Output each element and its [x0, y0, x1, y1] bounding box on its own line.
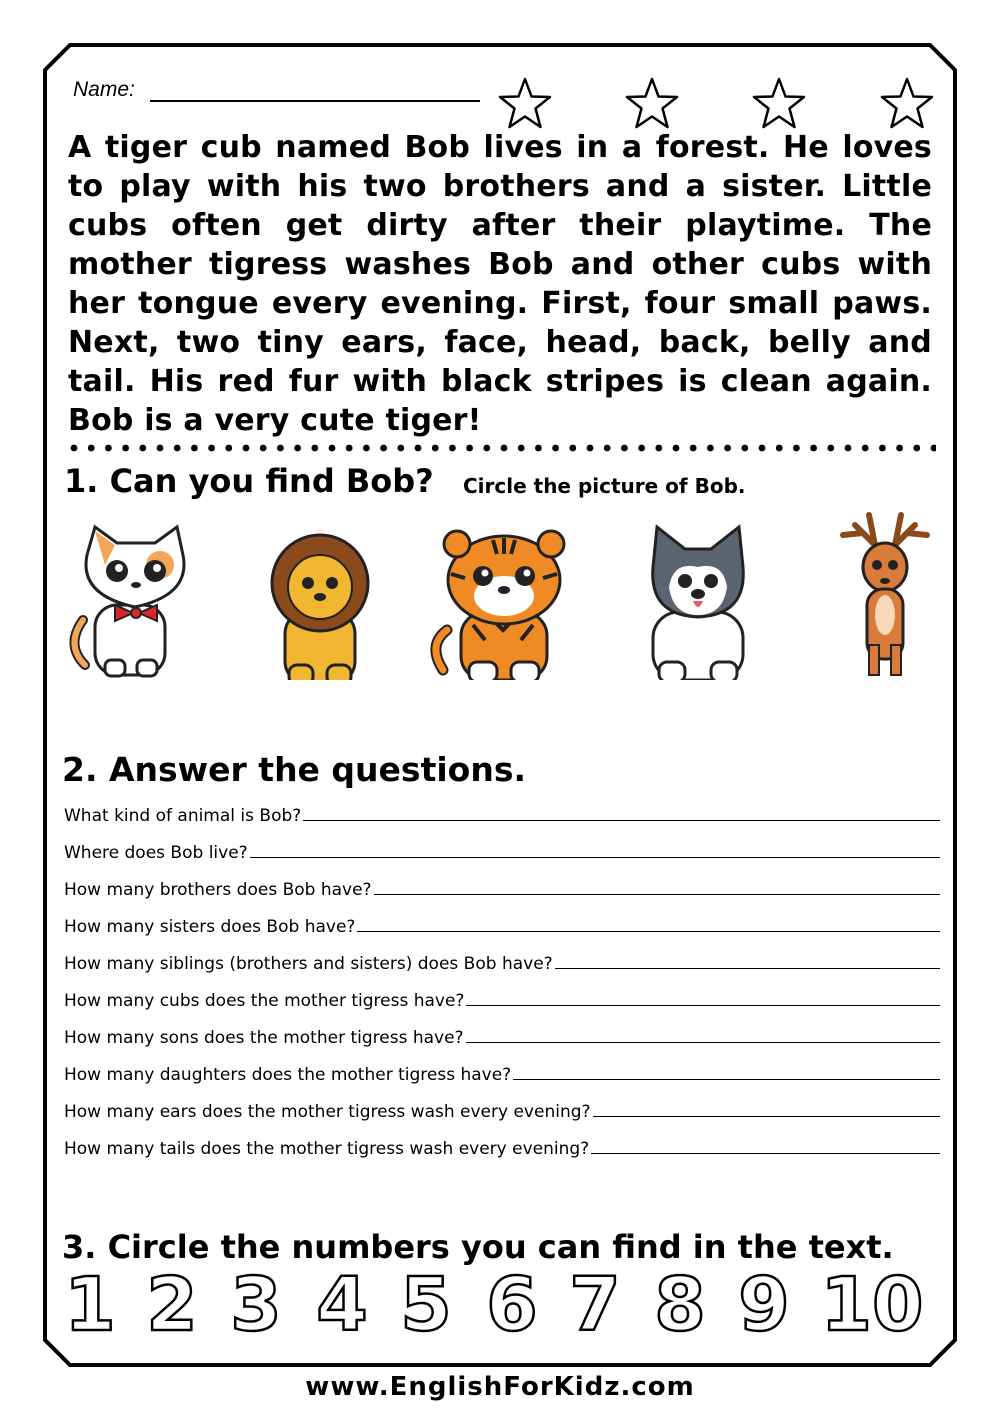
question-row: [64, 790, 940, 827]
footer-url[interactable]: www.EnglishForKidz.com: [305, 1372, 695, 1402]
number-8[interactable]: 8: [654, 1262, 706, 1342]
divider-dot: [397, 445, 404, 452]
divider-dot: [827, 445, 834, 452]
star-icon: [497, 76, 553, 132]
divider-dot: [105, 445, 112, 452]
divider-dot: [741, 445, 748, 452]
divider-dot: [552, 445, 559, 452]
star-icon: [751, 76, 807, 132]
divider-dot: [638, 445, 645, 452]
question-text: How many siblings (brothers and sisters) does Bob have?: [64, 954, 553, 974]
divider-dot: [845, 445, 852, 452]
divider-dot: [776, 445, 783, 452]
number-3[interactable]: 3: [230, 1262, 282, 1342]
dotted-divider: [70, 444, 936, 452]
divider-dot: [466, 445, 473, 452]
divider-dot: [88, 445, 95, 452]
question-row: [64, 975, 940, 1012]
answer-line[interactable]: [374, 894, 940, 895]
question-text: How many daughters does the mother tigress have?: [64, 1065, 512, 1085]
divider-dot: [655, 445, 662, 452]
section1-title: 1. Can you find Bob?: [64, 462, 434, 500]
divider-dot: [896, 445, 903, 452]
name-label: Name:: [73, 78, 135, 101]
divider-dot: [294, 445, 301, 452]
answer-line[interactable]: [591, 1153, 940, 1154]
divider-dot: [449, 445, 456, 452]
lion-picture[interactable]: [272, 535, 368, 680]
divider-dot: [432, 445, 439, 452]
question-row: [64, 938, 940, 975]
number-5[interactable]: 5: [400, 1262, 452, 1342]
question-text: How many ears does the mother tigress wash every evening?: [64, 1102, 591, 1122]
question-row: [64, 1012, 940, 1049]
section1-instruction: Circle the picture of Bob.: [463, 474, 746, 498]
divider-dot: [690, 445, 697, 452]
divider-dot: [260, 445, 267, 452]
divider-dot: [569, 445, 576, 452]
divider-dot: [673, 445, 680, 452]
section3-title: 3. Circle the numbers you can find in the text.: [62, 1228, 894, 1266]
question-row: [64, 901, 940, 938]
divider-dot: [621, 445, 628, 452]
divider-dot: [174, 445, 181, 452]
answer-line[interactable]: [466, 1042, 940, 1043]
questions-list: [64, 790, 940, 1160]
question-text: What kind of animal is Bob?: [64, 806, 302, 826]
answer-line[interactable]: [513, 1079, 940, 1080]
divider-dot: [311, 445, 318, 452]
cat-picture[interactable]: [74, 527, 184, 676]
tiger-picture[interactable]: [436, 531, 564, 680]
divider-dot: [604, 445, 611, 452]
divider-dot: [329, 445, 336, 452]
section2-title: 2. Answer the questions.: [62, 750, 526, 789]
divider-dot: [724, 445, 731, 452]
question-text: How many sisters does Bob have?: [64, 917, 356, 937]
divider-dot: [225, 445, 232, 452]
question-row: [64, 1086, 940, 1123]
divider-dot: [363, 445, 370, 452]
number-2[interactable]: 2: [146, 1262, 198, 1342]
number-1[interactable]: 1: [64, 1262, 116, 1342]
question-row: [64, 864, 940, 901]
divider-dot: [587, 445, 594, 452]
divider-dot: [415, 445, 422, 452]
divider-dot: [122, 445, 129, 452]
answer-line[interactable]: [466, 1005, 940, 1006]
answer-line[interactable]: [593, 1116, 940, 1117]
number-4[interactable]: 4: [316, 1262, 368, 1342]
number-7[interactable]: 7: [569, 1262, 621, 1342]
question-text: How many brothers does Bob have?: [64, 880, 372, 900]
number-10[interactable]: 10: [820, 1262, 924, 1342]
divider-dot: [139, 445, 146, 452]
divider-dot: [501, 445, 508, 452]
star-icon: [624, 76, 680, 132]
divider-dot: [518, 445, 525, 452]
divider-dot: [243, 445, 250, 452]
divider-dot: [759, 445, 766, 452]
story-text: A tiger cub named Bob lives in a forest. He loves to play with his two brothers and a sister. Little cubs often get dirty after their playtime. The mother tigress washes Bob and other cubs with her tongue every evening. First, four small paws. Next, two tiny ears, face, head, back, belly and tail. His red fur with black stripes is clean again. Bob is a very cute tiger!: [68, 130, 932, 438]
divider-dot: [380, 445, 387, 452]
answer-line[interactable]: [250, 857, 940, 858]
divider-dot: [277, 445, 284, 452]
divider-dot: [810, 445, 817, 452]
divider-dot: [191, 445, 198, 452]
divider-dot: [483, 445, 490, 452]
divider-dot: [793, 445, 800, 452]
question-text: How many tails does the mother tigress wash every evening?: [64, 1139, 590, 1159]
question-text: How many sons does the mother tigress have?: [64, 1028, 464, 1048]
divider-dot: [879, 445, 886, 452]
answer-line[interactable]: [357, 931, 940, 932]
question-text: Where does Bob live?: [64, 843, 248, 863]
divider-dot: [913, 445, 920, 452]
divider-dot: [157, 445, 164, 452]
divider-dot: [346, 445, 353, 452]
question-row: [64, 827, 940, 864]
question-text: How many cubs does the mother tigress have?: [64, 991, 465, 1011]
name-input-line[interactable]: [150, 100, 480, 102]
deer-picture[interactable]: [843, 515, 927, 675]
husky-picture[interactable]: [653, 527, 744, 680]
number-6[interactable]: 6: [486, 1262, 538, 1342]
answer-line[interactable]: [555, 968, 940, 969]
divider-dot: [535, 445, 542, 452]
divider-dot: [931, 445, 936, 452]
divider-dot: [208, 445, 215, 452]
number-9[interactable]: 9: [738, 1262, 790, 1342]
question-row: [64, 1123, 940, 1160]
divider-dot: [862, 445, 869, 452]
animal-pictures: [55, 505, 945, 680]
star-icon: [879, 76, 935, 132]
numbers-row: [60, 1262, 940, 1342]
divider-dot: [707, 445, 714, 452]
question-row: [64, 1049, 940, 1086]
divider-dot: [71, 445, 78, 452]
answer-line[interactable]: [303, 820, 940, 821]
